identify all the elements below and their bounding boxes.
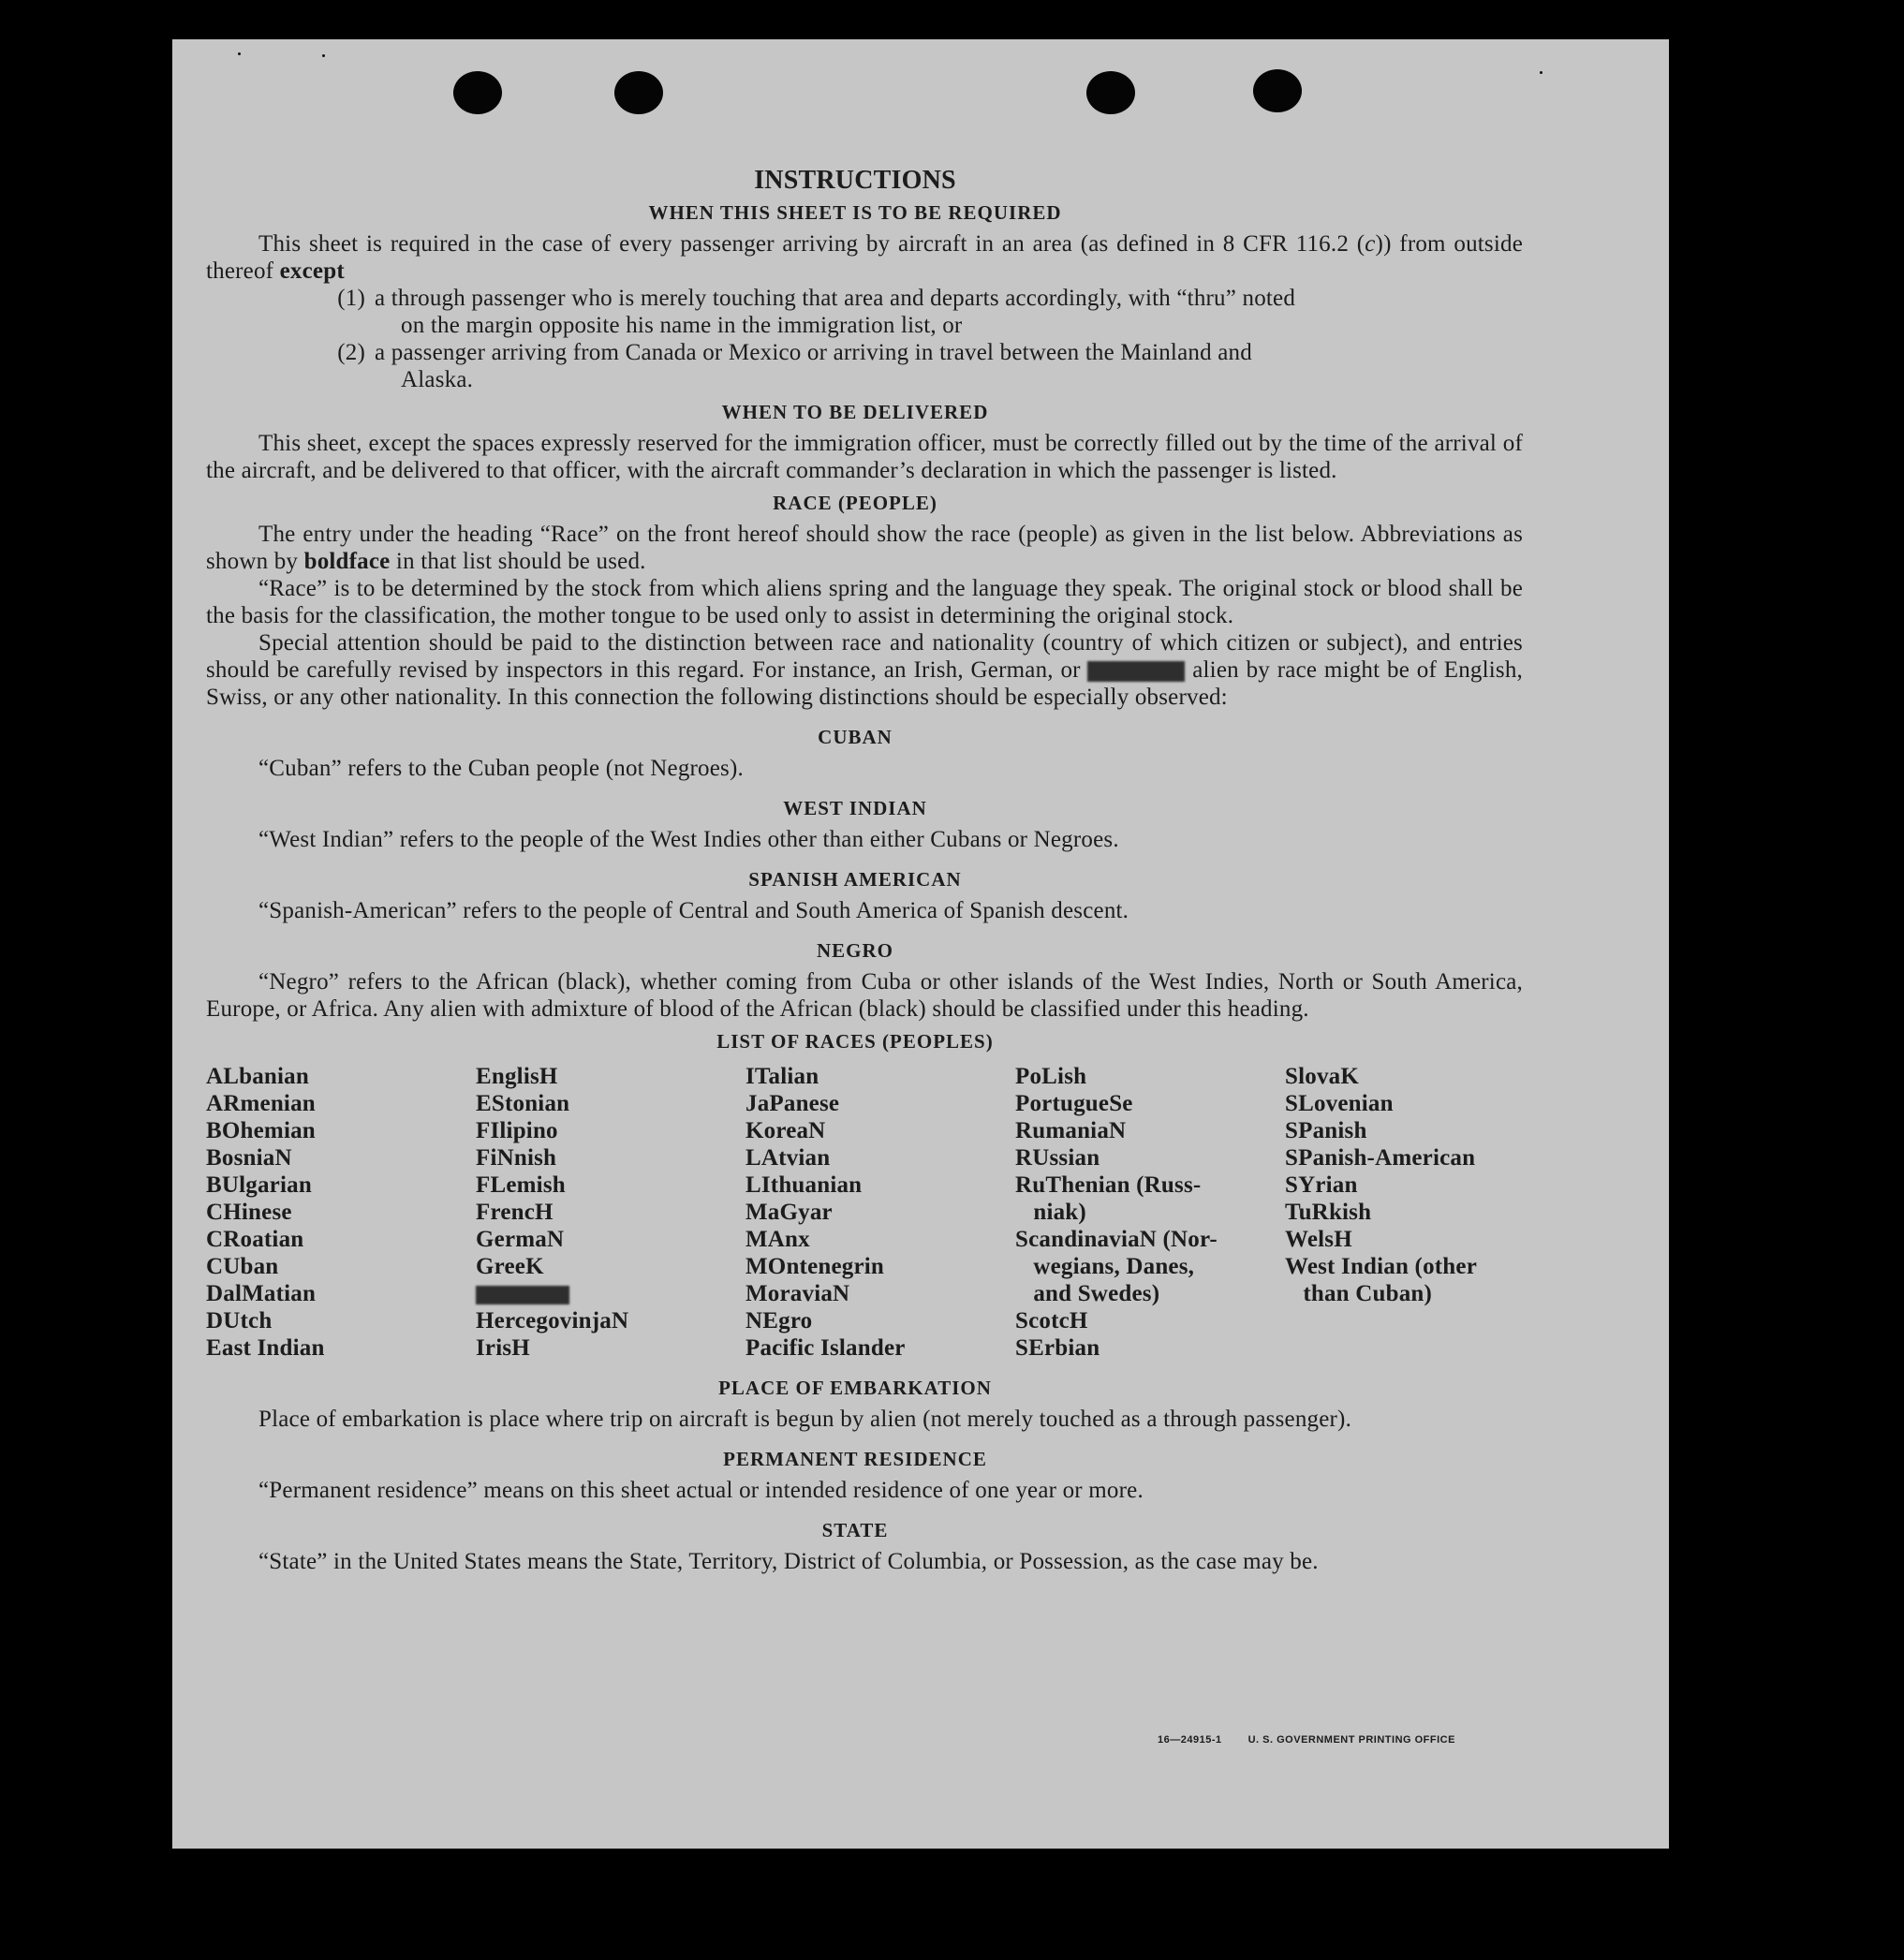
race-entry: CUban bbox=[206, 1254, 279, 1279]
race-entry: LIthuanian bbox=[745, 1172, 863, 1198]
race-entry: LAtvian bbox=[745, 1145, 831, 1171]
race-entry: PortugueSe bbox=[1015, 1091, 1133, 1116]
punch-hole bbox=[453, 71, 502, 114]
form-code: 16—24915-1 bbox=[1158, 1734, 1222, 1746]
race-entry: GermaN bbox=[476, 1227, 565, 1252]
heading-when-delivered: WHEN TO BE DELIVERED bbox=[721, 401, 989, 423]
dust-speck bbox=[1540, 71, 1542, 74]
race-column-3 bbox=[745, 1063, 1015, 1362]
race-entry: WelsH bbox=[1285, 1227, 1352, 1252]
redaction-mark bbox=[1087, 661, 1185, 682]
redaction-mark bbox=[476, 1286, 569, 1304]
heading-west-indian: WEST INDIAN bbox=[783, 797, 927, 819]
race-entry: DalMatian bbox=[206, 1281, 317, 1306]
heading-spanish-american: SPANISH AMERICAN bbox=[748, 868, 962, 891]
race-entry: PoLish bbox=[1015, 1064, 1087, 1089]
race-list bbox=[206, 1063, 1523, 1362]
cuban-text: “Cuban” refers to the Cuban people (not Negroes). bbox=[258, 756, 744, 781]
race-entry: niak) bbox=[1015, 1200, 1086, 1225]
punch-hole bbox=[614, 71, 663, 114]
race-entry: BOhemian bbox=[206, 1118, 316, 1143]
heading-list-of-races: LIST OF RACES (PEOPLES) bbox=[716, 1030, 994, 1053]
race-entry: MoraviaN bbox=[745, 1281, 850, 1306]
heading-permanent-residence: PERMANENT RESIDENCE bbox=[723, 1448, 987, 1470]
race-entry: FLemish bbox=[476, 1172, 566, 1198]
exception-item-2: (2) a passenger arriving from Canada or Mexico or arriving in travel between the Mainland and Alaska. bbox=[337, 340, 1252, 392]
race-entry: BosniaN bbox=[206, 1145, 292, 1171]
race-entry: and Swedes) bbox=[1015, 1281, 1160, 1306]
race-entry: than Cuban) bbox=[1285, 1281, 1433, 1306]
heading-cuban: CUBAN bbox=[818, 726, 893, 748]
race-entry: SlovaK bbox=[1285, 1064, 1359, 1089]
exception-item-1: (1) a through passenger who is merely touching that area and departs accordingly, with “thru” noted on the margin opposite his name in the immigration list, or bbox=[337, 286, 1296, 338]
race-entry: RumaniaN bbox=[1015, 1118, 1127, 1143]
race-entry: SPanish-American bbox=[1285, 1145, 1476, 1171]
document-sheet bbox=[172, 39, 1669, 1849]
race-paragraph-1: The entry under the heading “Race” on the front hereof should show the race (people) as given in the list below. Abbreviations as shown by boldface in that list should be used. bbox=[206, 522, 1523, 574]
race-entry: MAnx bbox=[745, 1227, 810, 1252]
race-entry: ITalian bbox=[745, 1064, 819, 1089]
race-entry: FiNnish bbox=[476, 1145, 557, 1171]
race-entry: MaGyar bbox=[745, 1200, 833, 1225]
dust-speck bbox=[238, 52, 241, 55]
race-entry: FIlipino bbox=[476, 1118, 558, 1143]
when-required-intro: This sheet is required in the case of every passenger arriving by aircraft in an area (as defined in 8 CFR 116.2 (c)) from outside thereof except bbox=[206, 231, 1523, 284]
race-entry: GreeK bbox=[476, 1254, 544, 1279]
race-column-1 bbox=[206, 1063, 476, 1362]
state-text: “State” in the United States means the State, Territory, District of Columbia, or Possession, as the case may be. bbox=[258, 1549, 1319, 1574]
race-entry: CRoatian bbox=[206, 1227, 304, 1252]
race-entry: HercegovinjaN bbox=[476, 1308, 629, 1334]
race-entry: RuThenian (Russ- bbox=[1015, 1172, 1202, 1198]
race-entry: IrisH bbox=[476, 1335, 530, 1361]
page-title: INSTRUCTIONS bbox=[754, 166, 956, 195]
heading-race: RACE (PEOPLE) bbox=[773, 492, 937, 514]
race-column-4 bbox=[1015, 1063, 1285, 1362]
race-entry: EStonian bbox=[476, 1091, 570, 1116]
race-entry: wegians, Danes, bbox=[1015, 1254, 1195, 1279]
permanent-residence-text: “Permanent residence” means on this sheet actual or intended residence of one year or more. bbox=[258, 1478, 1144, 1503]
when-delivered-text: This sheet, except the spaces expressly reserved for the immigration officer, must be correctly filled out by the time of the arrival of the aircraft, and be delivered to that officer, with the aircraft commander’s declaration in which the passenger is listed. bbox=[206, 431, 1523, 483]
race-column-2 bbox=[476, 1063, 745, 1362]
heading-negro: NEGRO bbox=[816, 939, 893, 962]
negro-text: “Negro” refers to the African (black), whether coming from Cuba or other islands of the West Indies, North or South America, Europe, or Africa. Any alien with admixture of blood of the African (black) should be classified under this heading. bbox=[206, 969, 1523, 1022]
heading-embarkation: PLACE OF EMBARKATION bbox=[718, 1377, 992, 1399]
race-paragraph-2: “Race” is to be determined by the stock from which aliens spring and the language they speak. The original stock or blood shall be the basis for the classification, the mother tongue to be used only to assist in determining the original stock. bbox=[206, 576, 1523, 628]
race-entry: MOntenegrin bbox=[745, 1254, 885, 1279]
race-paragraph-3: Special attention should be paid to the distinction between race and nationality (country of which citizen or subject), and entries should be carefully revised by inspectors in this regard. For instance, an Irish, German, or alien by race might be of English, Swiss, or any other nationality. In this connection the following distinctions should be especially observed: bbox=[206, 630, 1524, 710]
race-entry: KoreaN bbox=[745, 1118, 826, 1143]
race-entry: ScandinaviaN (Nor- bbox=[1015, 1227, 1218, 1252]
race-entry: ALbanian bbox=[206, 1064, 309, 1089]
race-entry: CHinese bbox=[206, 1200, 292, 1225]
race-entry: JaPanese bbox=[745, 1091, 840, 1116]
race-entry: DUtch bbox=[206, 1308, 273, 1334]
embarkation-text: Place of embarkation is place where trip on aircraft is begun by alien (not merely touched as a through passenger). bbox=[258, 1407, 1352, 1432]
punch-hole bbox=[1086, 71, 1135, 114]
race-entry: SYrian bbox=[1285, 1172, 1358, 1198]
race-entry: SPanish bbox=[1285, 1118, 1367, 1143]
race-entry: FrencH bbox=[476, 1200, 553, 1225]
race-entry: RUssian bbox=[1015, 1145, 1100, 1171]
race-entry: TuRkish bbox=[1285, 1200, 1372, 1225]
printer-name: U. S. GOVERNMENT PRINTING OFFICE bbox=[1247, 1734, 1455, 1746]
race-column-5 bbox=[1285, 1063, 1555, 1362]
instructions-body bbox=[206, 167, 1523, 1575]
race-entry: East Indian bbox=[206, 1335, 325, 1361]
race-entry: ScotcH bbox=[1015, 1308, 1088, 1334]
heading-when-required: WHEN THIS SHEET IS TO BE REQUIRED bbox=[648, 201, 1062, 224]
race-entry: ARmenian bbox=[206, 1091, 316, 1116]
punch-hole bbox=[1253, 69, 1302, 112]
race-entry: BUlgarian bbox=[206, 1172, 312, 1198]
race-entry: EnglisH bbox=[476, 1064, 558, 1089]
spanish-american-text: “Spanish-American” refers to the people of Central and South America of Spanish descent. bbox=[258, 898, 1129, 923]
race-entry: SLovenian bbox=[1285, 1091, 1394, 1116]
west-indian-text: “West Indian” refers to the people of the West Indies other than either Cubans or Negroes. bbox=[258, 827, 1119, 852]
race-entry: NEgro bbox=[745, 1308, 813, 1334]
race-entry: SErbian bbox=[1015, 1335, 1100, 1361]
dust-speck bbox=[322, 54, 325, 57]
race-entry: West Indian (other bbox=[1285, 1254, 1478, 1279]
heading-state: STATE bbox=[821, 1519, 889, 1541]
race-entry-redacted bbox=[476, 1280, 745, 1307]
printer-imprint bbox=[1158, 1734, 1455, 1746]
race-entry: Pacific Islander bbox=[745, 1335, 906, 1361]
